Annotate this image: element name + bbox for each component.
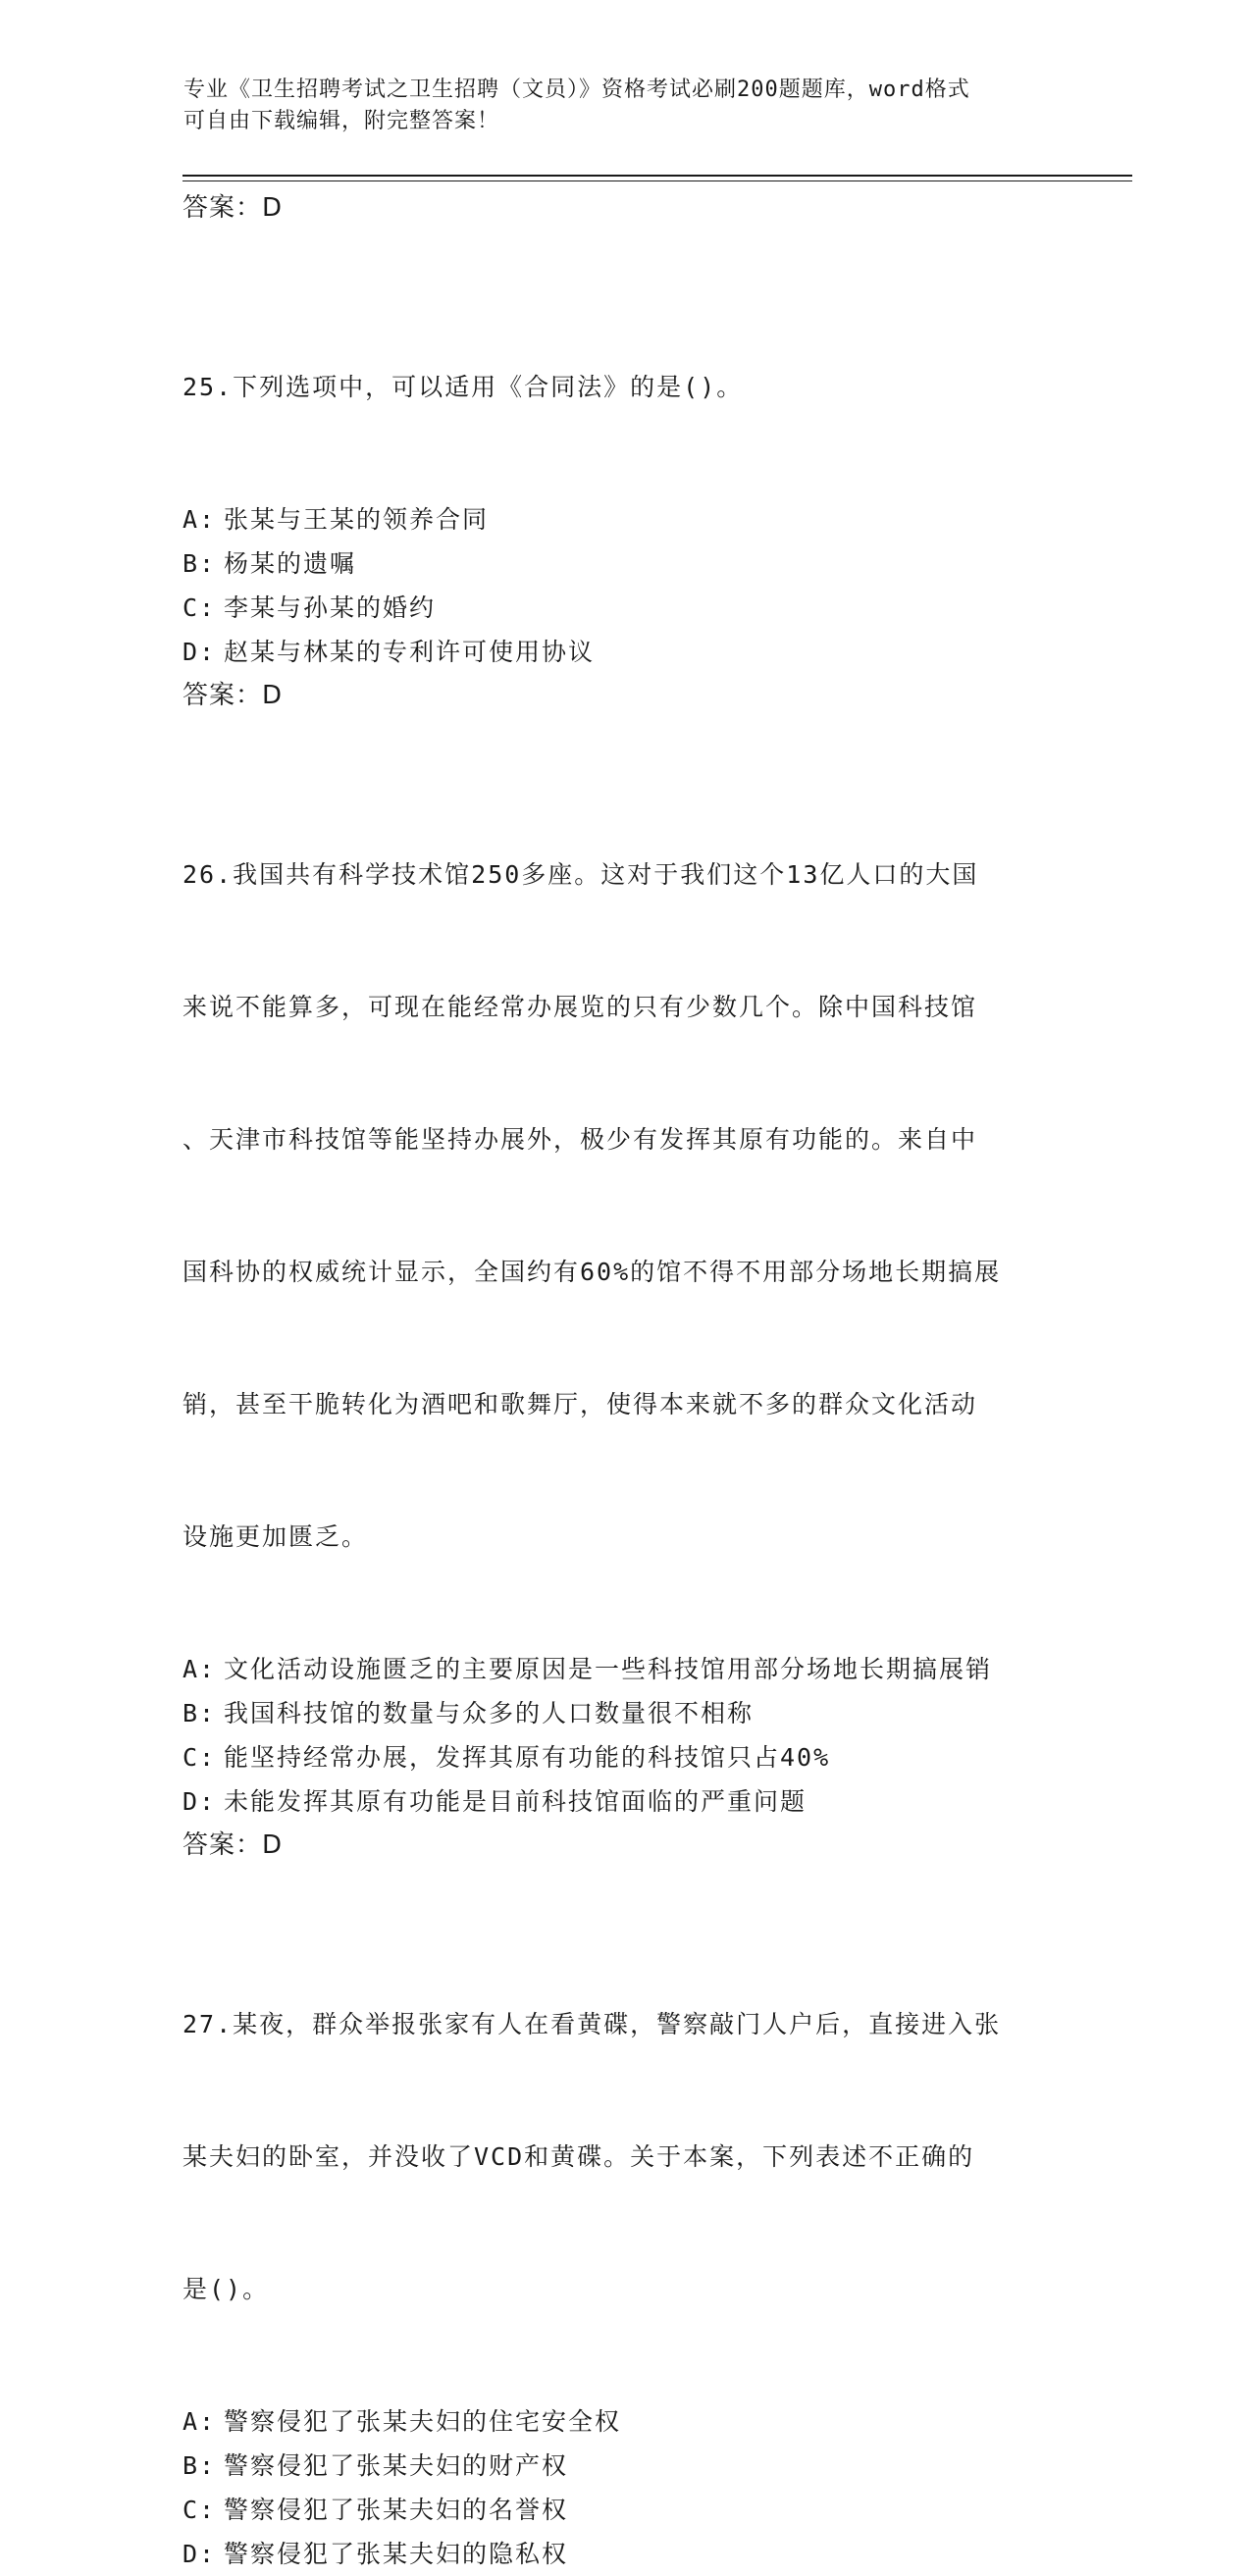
option-letter: C: — [182, 593, 217, 622]
stem-line: 是()。 — [182, 2275, 270, 2303]
option-b — [182, 541, 1066, 586]
question-block — [182, 764, 1066, 1867]
option-b — [182, 1691, 1066, 1735]
stem-line: 27.某夜，群众举报张家有人在看黄碟，警察敲门人户后，直接进入张 — [182, 2010, 1002, 2038]
stem-line: 来说不能算多，可现在能经常办展览的只有少数几个。除中国科技馆 — [182, 993, 978, 1021]
option-text: 能坚持经常办展，发挥其原有功能的科技馆只占40% — [224, 1743, 831, 1772]
option-letter: B: — [182, 2451, 217, 2480]
header-line-2: 可自由下载编辑，附完整答案！ — [183, 109, 500, 133]
answer-label: 答案： — [182, 193, 263, 223]
option-text: 赵某与林某的专利许可使用协议 — [224, 638, 596, 666]
option-a — [182, 2399, 1066, 2444]
option-text: 我国科技馆的数量与众多的人口数量很不相称 — [224, 1699, 755, 1727]
option-a — [182, 1647, 1066, 1691]
answer-value: D — [262, 193, 284, 223]
option-d — [182, 1779, 1066, 1824]
header-divider-thick — [182, 175, 1132, 177]
option-b — [182, 2444, 1066, 2488]
stem-line: 销，甚至干脆转化为酒吧和歌舞厅，使得本来就不多的群众文化活动 — [182, 1390, 978, 1418]
question-stem — [182, 277, 1066, 497]
option-c — [182, 2488, 1066, 2532]
stem-line: 某夫妇的卧室，并没收了VCD和黄碟。关于本案，下列表述不正确的 — [182, 2142, 975, 2171]
option-text: 张某与王某的领养合同 — [224, 505, 490, 534]
option-c — [182, 586, 1066, 630]
answer-value: D — [262, 681, 284, 710]
header-divider-thin — [182, 180, 1132, 181]
option-letter: D: — [182, 1787, 217, 1816]
option-a — [182, 497, 1066, 541]
option-letter: D: — [182, 638, 217, 666]
stem-line: 、天津市科技馆等能坚持办展外，极少有发挥其原有功能的。来自中 — [182, 1125, 978, 1154]
option-text: 警察侵犯了张某夫妇的住宅安全权 — [224, 2407, 622, 2436]
question-stem — [182, 764, 1066, 1647]
option-text: 警察侵犯了张某夫妇的财产权 — [224, 2451, 569, 2480]
option-letter: A: — [182, 2407, 217, 2436]
question-block — [182, 277, 1066, 717]
header-line-1: 专业《卫生招聘考试之卫生招聘（文员）》资格考试必刷200题题库，word格式 — [183, 77, 970, 102]
answer-label: 答案： — [182, 681, 263, 710]
document-header — [183, 75, 1067, 137]
option-letter: D: — [182, 2540, 217, 2568]
answer-label: 答案： — [182, 1830, 263, 1860]
stem-line: 25.下列选项中，可以适用《合同法》的是()。 — [182, 373, 744, 401]
stem-line: 设施更加匮乏。 — [182, 1522, 369, 1551]
option-text: 警察侵犯了张某夫妇的隐私权 — [224, 2540, 569, 2568]
option-c — [182, 1735, 1066, 1779]
stem-line: 国科协的权威统计显示，全国约有60%的馆不得不用部分场地长期搞展 — [182, 1258, 1002, 1286]
option-text: 未能发挥其原有功能是目前科技馆面临的严重问题 — [224, 1787, 808, 1816]
answer-line — [182, 674, 1066, 717]
answer-line — [182, 186, 1066, 230]
option-letter: B: — [182, 1699, 217, 1727]
option-letter: C: — [182, 1743, 217, 1772]
option-letter: C: — [182, 2496, 217, 2524]
option-text: 杨某的遗嘱 — [224, 549, 357, 578]
answer-line — [182, 1824, 1066, 1867]
option-letter: B: — [182, 549, 217, 578]
question-block — [182, 1914, 1066, 2576]
option-letter: A: — [182, 1655, 217, 1683]
question-content — [182, 186, 1066, 2576]
option-d — [182, 2532, 1066, 2576]
option-text: 李某与孙某的婚约 — [224, 593, 437, 622]
option-letter: A: — [182, 505, 217, 534]
option-text: 警察侵犯了张某夫妇的名誉权 — [224, 2496, 569, 2524]
option-text: 文化活动设施匮乏的主要原因是一些科技馆用部分场地长期搞展销 — [224, 1655, 993, 1683]
stem-line: 26.我国共有科学技术馆250多座。这对于我们这个13亿人口的大国 — [182, 860, 979, 889]
answer-value: D — [262, 1830, 284, 1860]
question-stem — [182, 1914, 1066, 2399]
option-d — [182, 630, 1066, 674]
